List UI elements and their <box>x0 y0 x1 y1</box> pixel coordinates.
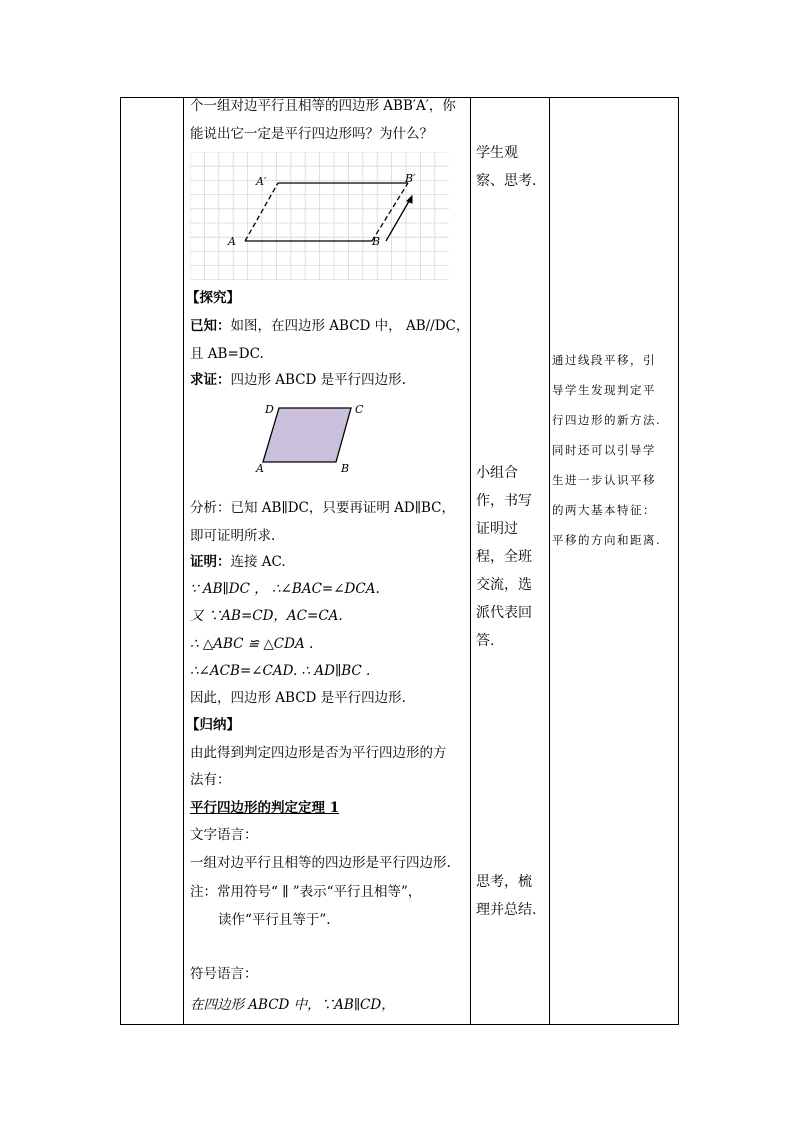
intro-line: 能说出它一定是平行四边形吗？为什么？ <box>190 126 433 142</box>
activity-line: 学生观 <box>476 145 518 161</box>
analysis-line: 分析：已知 AB∥DC，只要再证明 AD∥BC， <box>190 500 455 516</box>
activity-line: 派代表回 <box>476 605 532 621</box>
prove-text: 四边形 ABCD 是平行四边形. <box>230 372 406 388</box>
intent-line: 导学生发现判定平 <box>552 383 656 397</box>
activity-line: 理并总结. <box>476 902 537 918</box>
activity-line: 思考，梳 <box>476 874 532 890</box>
intent-line: 行四边形的新方法. <box>552 413 662 427</box>
proof-step: 又 ∵AB=CD，AC=CA. <box>190 608 343 624</box>
intro-line: 个一组对边平行且相等的四边形 ABB′A′，你 <box>190 98 456 114</box>
column-divider <box>183 98 184 1024</box>
analysis-line: 即可证明所求. <box>190 528 276 544</box>
proof-text: 连接 AC. <box>230 554 286 570</box>
explore-heading: 【探究】 <box>186 290 240 306</box>
note-line: 注：常用符号“ ∥ ”表示“平行且相等”， <box>190 884 422 900</box>
known-text: 且 AB=DC. <box>190 346 264 362</box>
translation-figure <box>190 152 449 280</box>
note-line: 读作“平行且等于”. <box>218 912 331 928</box>
intent-line: 同时还可以引导学 <box>552 443 656 457</box>
intent-line: 生进一步认识平移 <box>552 473 656 487</box>
column-divider <box>470 98 471 1024</box>
label-b-prime: B′ <box>405 172 416 185</box>
activity-line: 程，全班 <box>476 549 532 565</box>
intent-line: 的两大基本特征： <box>552 503 656 517</box>
summary-line: 由此得到判定四边形是否为平行四边形的方 <box>190 745 447 761</box>
label-b: B <box>341 462 350 475</box>
intent-line: 平移的方向和距离. <box>552 533 662 547</box>
summary-heading: 【归纳】 <box>186 717 240 733</box>
label-b: B <box>372 235 381 248</box>
label-a-prime: A′ <box>256 175 267 188</box>
text-language-label: 文字语言： <box>190 827 258 843</box>
symbol-language: 在四边形 ABCD 中，∵AB∥CD， <box>190 997 395 1013</box>
symbol-language-label: 符号语言： <box>190 966 258 982</box>
proof-label: 证明： <box>190 554 231 570</box>
text-language: 一组对边平行且相等的四边形是平行四边形. <box>190 855 451 871</box>
activity-line: 交流，选 <box>476 577 532 593</box>
proof-step: ∴∠ACB=∠CAD. ∴ AD∥BC . <box>190 663 371 679</box>
activity-line: 作，书写 <box>476 493 532 509</box>
activity-line: 证明过 <box>476 521 518 537</box>
column-divider <box>549 98 550 1024</box>
label-d: D <box>265 403 274 416</box>
prove-label: 求证： <box>190 372 231 388</box>
known-label: 已知： <box>190 318 231 334</box>
proof-conclusion: 因此，四边形 ABCD 是平行四边形. <box>190 690 406 706</box>
intent-line: 通过线段平移，引 <box>552 353 656 367</box>
design-intent <box>552 345 678 555</box>
known-text: 如图，在四边形 ABCD 中， AB//DC， <box>230 318 470 334</box>
theorem-title: 平行四边形的判定定理 1 <box>190 800 340 816</box>
activity-line: 小组合 <box>476 465 518 481</box>
activity-line: 察、思考. <box>476 173 537 189</box>
summary-line: 法有： <box>190 772 231 788</box>
proof-step: ∴ △ABC ≌ △CDA . <box>190 636 314 652</box>
parallelogram-figure <box>255 400 375 480</box>
activity-line: 答. <box>476 633 495 649</box>
label-a: A <box>256 462 264 475</box>
proof-step: ∵ AB∥DC ， ∴∠BAC=∠DCA. <box>190 581 380 597</box>
label-a: A <box>228 235 236 248</box>
label-c: C <box>355 403 364 416</box>
